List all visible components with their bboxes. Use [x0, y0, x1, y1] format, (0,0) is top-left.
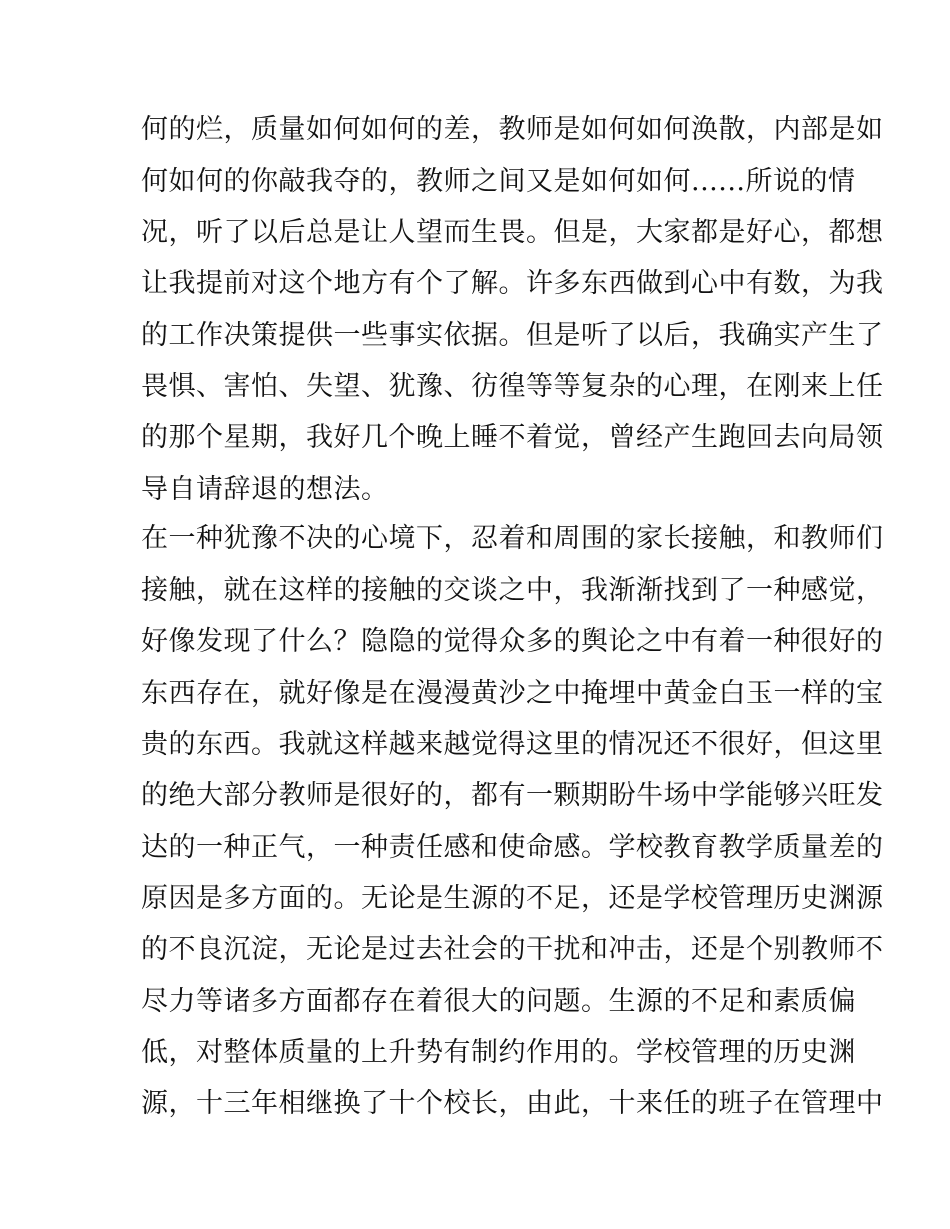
text-line: 的那个星期，我好几个晚上睡不着觉，曾经产生跑回去向局领: [141, 422, 884, 453]
text-line: 原因是多方面的。无论是生源的不足，还是学校管理历史渊源: [141, 883, 884, 914]
text-line: 在一种犹豫不决的心境下，忍着和周围的家长接触，和教师们: [141, 523, 884, 554]
text-line: 接触，就在这样的接触的交谈之中，我渐渐找到了一种感觉，: [141, 575, 884, 606]
text-line: 达的一种正气，一种责任感和使命感。学校教育教学质量差的: [141, 832, 884, 863]
text-line: 贵的东西。我就这样越来越觉得这里的情况还不很好，但这里: [141, 729, 884, 760]
text-line: 导自请辞退的想法。: [141, 474, 389, 505]
text-line: 低，对整体质量的上升势有制约作用的。学校管理的历史渊: [141, 1037, 856, 1068]
text-line: 尽力等诸多方面都存在着很大的问题。生源的不足和素质偏: [141, 986, 856, 1017]
text-line: 源，十三年相继换了十个校长，由此，十来任的班子在管理中: [141, 1088, 884, 1119]
text-line: 况，听了以后总是让人望而生畏。但是，大家都是好心，都想: [141, 217, 884, 248]
text-line: 的工作决策提供一些事实依据。但是听了以后，我确实产生了: [141, 320, 884, 351]
text-line: 的不良沉淀，无论是过去社会的干扰和冲击，还是个别教师不: [141, 934, 884, 965]
text-line: 的绝大部分教师是很好的，都有一颗期盼牛场中学能够兴旺发: [141, 780, 884, 811]
text-line: 何的烂，质量如何如何的差，教师是如何如何涣散，内部是如: [141, 114, 884, 145]
text-line: 畏惧、害怕、失望、犹豫、彷徨等等复杂的心理，在刚来上任: [141, 371, 884, 402]
text-line: 何如何的你敲我夺的，教师之间又是如何如何......所说的情: [141, 166, 856, 197]
text-line: 好像发现了什么？隐隐的觉得众多的舆论之中有着一种很好的: [141, 626, 884, 657]
text-line: 让我提前对这个地方有个了解。许多东西做到心中有数，为我: [141, 268, 884, 299]
text-line: 东西存在，就好像是在漫漫黄沙之中掩埋中黄金白玉一样的宝: [141, 678, 884, 709]
